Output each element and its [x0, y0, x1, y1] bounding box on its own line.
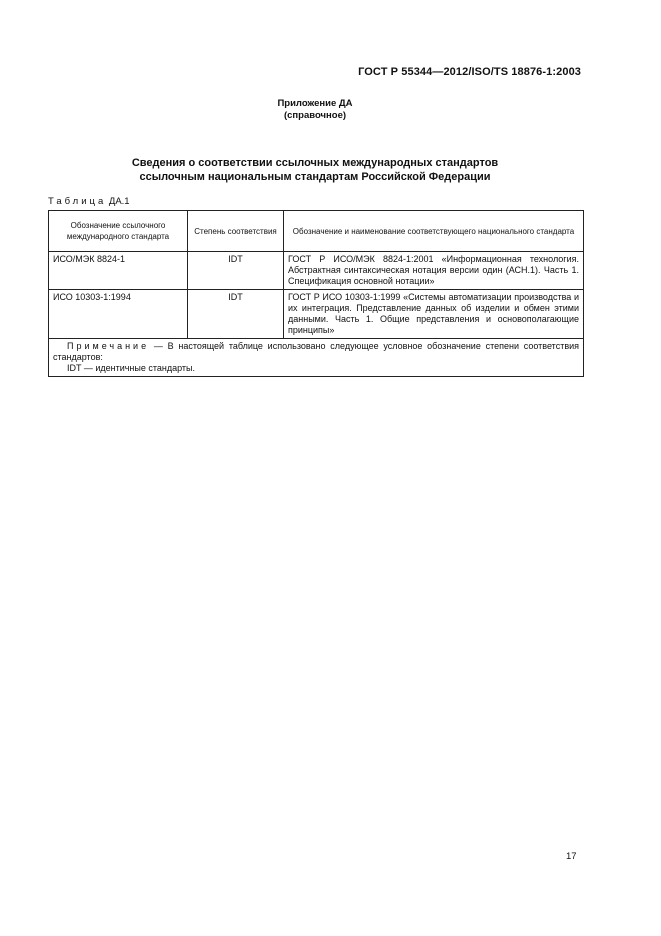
table-header-row: [49, 211, 584, 252]
header-ref-standard: Обозначение ссылочного международного стандарта: [49, 211, 188, 252]
cell-national-standard: ГОСТ Р ИСО/МЭК 8824-1:2001 «Информационная технология. Абстрактная синтаксическая нотация версии один (АСН.1). Часть 1. Спецификация основной нотации»: [284, 252, 584, 290]
table-note-row: [49, 339, 584, 377]
section-title-line2: ссылочным национальным стандартам Российской Федерации: [139, 171, 491, 183]
appendix-title: Приложение ДА: [277, 98, 353, 109]
header-degree: Степень соответствия: [188, 211, 284, 252]
cell-ref-standard: ИСО/МЭК 8824-1: [49, 252, 188, 290]
appendix-subtitle: (справочное): [283, 110, 347, 121]
note-first-line: [53, 341, 579, 363]
table-caption-number: ДА.1: [108, 196, 130, 207]
table-note: [49, 339, 584, 377]
cell-ref-standard: ИСО 10303-1:1994: [49, 290, 188, 339]
section-title-line1: Сведения о соответствии ссылочных международных стандартов: [131, 157, 499, 169]
note-text: — В настоящей таблице использовано следующее условное обозначение степени соответствия стандартов:: [53, 341, 579, 362]
table-caption-label: Таблица: [48, 196, 107, 207]
document-code-header: ГОСТ Р 55344—2012/ISO/TS 18876-1:2003: [358, 66, 581, 78]
table-row: [49, 252, 584, 290]
page-number: 17: [566, 851, 577, 862]
section-title: [0, 156, 630, 184]
correspondence-table: [48, 210, 584, 377]
table-row: [49, 290, 584, 339]
cell-national-standard: ГОСТ Р ИСО 10303-1:1999 «Системы автоматизации производства и их интеграция. Представление данных об изделии и обмен этими данными. Часть 1. Общие представления и основополагающие принципы»: [284, 290, 584, 339]
header-national-standard: Обозначение и наименование соответствующего национального стандарта: [284, 211, 584, 252]
note-label: Примечание: [67, 341, 150, 351]
appendix-heading: [0, 98, 630, 122]
table-caption: [48, 196, 130, 207]
cell-degree: IDT: [188, 252, 284, 290]
cell-degree: IDT: [188, 290, 284, 339]
note-legend: IDT — идентичные стандарты.: [67, 363, 196, 373]
